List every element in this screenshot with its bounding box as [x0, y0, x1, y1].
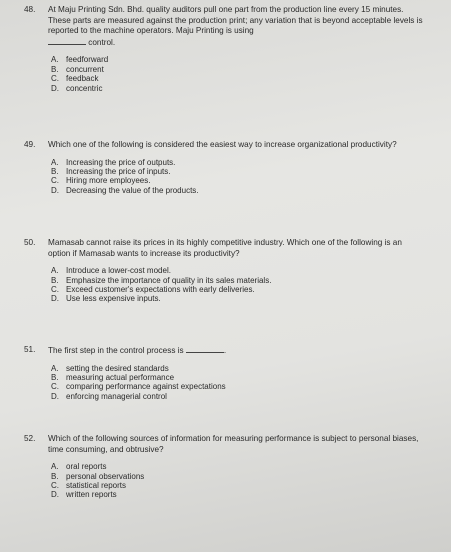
question-stem: Which one of the following is considered the easiest way to increase organizational productivity? — [48, 140, 397, 149]
option-d — [51, 294, 424, 303]
option-letter: A. — [51, 55, 59, 65]
option-letter: B. — [51, 64, 59, 74]
option-c — [51, 285, 424, 294]
option-letter: A. — [51, 157, 59, 167]
option-text: statistical reports — [66, 481, 127, 490]
option-text: Hiring more employees. — [66, 176, 151, 186]
option-letter: D. — [51, 490, 59, 500]
options-list — [51, 364, 424, 402]
question-number: 48. — [24, 5, 36, 14]
option-text: feedback — [66, 74, 99, 84]
answer-blank — [48, 37, 86, 45]
stem-text-end: . — [223, 346, 227, 355]
option-b — [51, 472, 424, 481]
question-stem: Mamasab cannot raise its prices in its highly competitive industry. Which one of the following is an option if Mamasab wants to increase its productivity? — [48, 238, 402, 258]
option-text: concentric — [66, 83, 103, 93]
option-letter: D. — [51, 83, 59, 93]
question-stem: Which of the following sources of information for measuring performance is subject to personal biases, time consuming, and obtrusive? — [48, 434, 419, 454]
stem-text: The first step in the control process is — [48, 346, 184, 355]
option-text: enforcing managerial control — [66, 391, 167, 401]
question-number: 50. — [24, 238, 36, 247]
option-b — [51, 65, 424, 74]
option-text: personal observations — [66, 471, 145, 481]
option-text: Exceed customer's expectations with early deliveries. — [66, 285, 255, 294]
option-a — [51, 55, 424, 64]
option-a — [51, 158, 424, 167]
option-letter: A. — [51, 462, 59, 472]
option-text: Introduce a lower-cost model. — [66, 266, 171, 276]
option-text: setting the desired standards — [66, 363, 169, 373]
option-a — [51, 266, 424, 275]
question-stem — [48, 5, 424, 48]
option-c — [51, 74, 424, 83]
options-list — [51, 462, 424, 500]
options-list — [51, 266, 424, 304]
option-letter: B. — [51, 275, 59, 285]
option-text: written reports — [66, 490, 117, 500]
stem-text: At Maju Printing Sdn. Bhd. quality auditors pull one part from the production line every 15 minutes. These parts are measured against the production print; any variation that is beyond acceptable levels is reported to the machine operators. Maju Printing is using — [48, 5, 423, 36]
option-c — [51, 382, 424, 391]
option-letter: D. — [51, 294, 59, 304]
question-48 — [24, 5, 424, 93]
question-number: 52. — [24, 434, 36, 443]
option-text: Increasing the price of inputs. — [66, 167, 171, 176]
option-letter: A. — [51, 363, 59, 373]
answer-blank — [186, 345, 227, 355]
option-a — [51, 364, 424, 373]
options-list — [51, 158, 424, 196]
options-list — [51, 55, 424, 93]
option-text: measuring actual performance — [66, 373, 175, 382]
option-b — [51, 167, 424, 176]
option-letter: C. — [51, 285, 59, 294]
option-letter: D. — [51, 391, 59, 401]
option-letter: C. — [51, 382, 59, 392]
option-text: feedforward — [66, 55, 109, 65]
option-d — [51, 186, 424, 195]
stem-text-end: control. — [88, 37, 116, 47]
option-letter: C. — [51, 176, 59, 186]
option-c — [51, 481, 424, 490]
option-d — [51, 392, 424, 401]
option-text: Decreasing the value of the products. — [66, 185, 199, 195]
option-letter: C. — [51, 74, 59, 84]
option-text: Emphasize the importance of quality in its sales materials. — [66, 275, 272, 285]
option-letter: B. — [51, 167, 59, 176]
option-letter: A. — [51, 266, 59, 276]
option-text: concurrent — [66, 64, 104, 74]
option-a — [51, 462, 424, 471]
question-49 — [24, 140, 424, 195]
option-text: Increasing the price of outputs. — [66, 157, 176, 167]
question-number: 51. — [24, 345, 36, 354]
question-50 — [24, 238, 424, 304]
option-d — [51, 84, 424, 93]
question-51 — [24, 345, 424, 401]
option-letter: D. — [51, 185, 59, 195]
option-b — [51, 276, 424, 285]
option-b — [51, 373, 424, 382]
option-text: Use less expensive inputs. — [66, 294, 161, 304]
question-stem — [48, 345, 424, 357]
option-letter: B. — [51, 471, 59, 481]
option-text: comparing performance against expectations — [66, 382, 226, 392]
option-d — [51, 490, 424, 499]
option-letter: B. — [51, 373, 59, 382]
question-number: 49. — [24, 140, 36, 149]
option-text: oral reports — [66, 462, 107, 472]
option-c — [51, 176, 424, 185]
option-letter: C. — [51, 481, 59, 490]
question-52 — [24, 434, 424, 500]
